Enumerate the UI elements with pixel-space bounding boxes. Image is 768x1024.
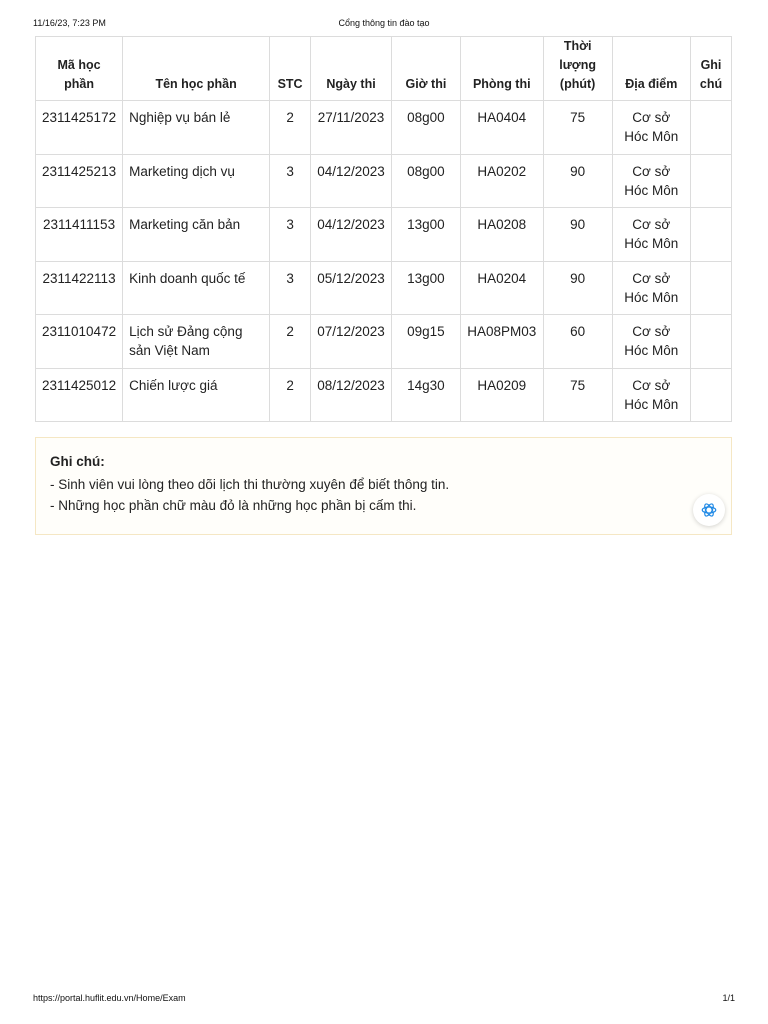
exam-schedule-table [35,36,732,422]
col-header-duration: Thời lượng (phút) [543,37,612,101]
cell-credits: 2 [270,368,311,422]
cell-name: Nghiệp vụ bán lẻ [123,101,270,155]
cell-room: HA0209 [460,368,543,422]
chatgpt-icon [700,501,718,519]
print-header [33,18,735,32]
chat-assistant-button[interactable] [693,494,725,526]
table-row [36,315,732,369]
cell-code: 2311425012 [36,368,123,422]
cell-credits: 2 [270,315,311,369]
cell-duration: 75 [543,368,612,422]
cell-location: Cơ sở Hóc Môn [612,368,691,422]
cell-code: 2311010472 [36,315,123,369]
col-header-location: Địa điểm [612,37,691,101]
print-footer [33,993,735,1005]
cell-time: 13g00 [392,208,461,262]
cell-date: 04/12/2023 [311,154,392,208]
cell-date: 07/12/2023 [311,315,392,369]
cell-credits: 3 [270,154,311,208]
cell-time: 09g15 [392,315,461,369]
cell-room: HA08PM03 [460,315,543,369]
cell-location: Cơ sở Hóc Môn [612,315,691,369]
cell-room: HA0204 [460,261,543,315]
cell-date: 05/12/2023 [311,261,392,315]
cell-room: HA0404 [460,101,543,155]
cell-location: Cơ sở Hóc Môn [612,154,691,208]
col-header-credits: STC [270,37,311,101]
cell-duration: 90 [543,154,612,208]
cell-time: 08g00 [392,101,461,155]
table-row [36,101,732,155]
cell-name: Chiến lược giá [123,368,270,422]
col-header-time: Giờ thi [392,37,461,101]
cell-duration: 60 [543,315,612,369]
cell-note [691,368,732,422]
table-row [36,261,732,315]
cell-note [691,261,732,315]
cell-note [691,315,732,369]
cell-note [691,154,732,208]
note-line: - Những học phần chữ màu đỏ là những học phần bị cấm thi. [50,498,417,513]
col-header-code: Mã học phần [36,37,123,101]
note-line: - Sinh viên vui lòng theo dõi lịch thi thường xuyên để biết thông tin. [50,477,450,492]
cell-credits: 3 [270,261,311,315]
cell-location: Cơ sở Hóc Môn [612,101,691,155]
cell-time: 14g30 [392,368,461,422]
cell-note [691,101,732,155]
cell-code: 2311425213 [36,154,123,208]
print-page-title: Cổng thông tin đào tạo [338,18,430,28]
col-header-name: Tên học phần [123,37,270,101]
cell-code: 2311422113 [36,261,123,315]
notes-title: Ghi chú: [50,454,105,469]
notes-panel [35,437,732,535]
cell-duration: 90 [543,261,612,315]
cell-duration: 90 [543,208,612,262]
cell-code: 2311411153 [36,208,123,262]
cell-name: Marketing dịch vụ [123,154,270,208]
cell-date: 04/12/2023 [311,208,392,262]
print-url: https://portal.huflit.edu.vn/Home/Exam [33,993,186,1003]
cell-note [691,208,732,262]
cell-credits: 3 [270,208,311,262]
col-header-note: Ghi chú [691,37,732,101]
print-datetime: 11/16/23, 7:23 PM [33,18,106,28]
cell-location: Cơ sở Hóc Môn [612,208,691,262]
cell-room: HA0208 [460,208,543,262]
table-row [36,154,732,208]
cell-duration: 75 [543,101,612,155]
cell-credits: 2 [270,101,311,155]
cell-code: 2311425172 [36,101,123,155]
col-header-room: Phòng thi [460,37,543,101]
page-number: 1/1 [722,993,735,1003]
cell-time: 08g00 [392,154,461,208]
cell-date: 27/11/2023 [311,101,392,155]
cell-name: Lịch sử Đảng cộng sản Việt Nam [123,315,270,369]
col-header-date: Ngày thi [311,37,392,101]
cell-name: Kinh doanh quốc tế [123,261,270,315]
table-row [36,368,732,422]
cell-date: 08/12/2023 [311,368,392,422]
table-header-row [36,37,732,101]
cell-location: Cơ sở Hóc Môn [612,261,691,315]
table-row [36,208,732,262]
cell-time: 13g00 [392,261,461,315]
cell-room: HA0202 [460,154,543,208]
cell-name: Marketing căn bản [123,208,270,262]
